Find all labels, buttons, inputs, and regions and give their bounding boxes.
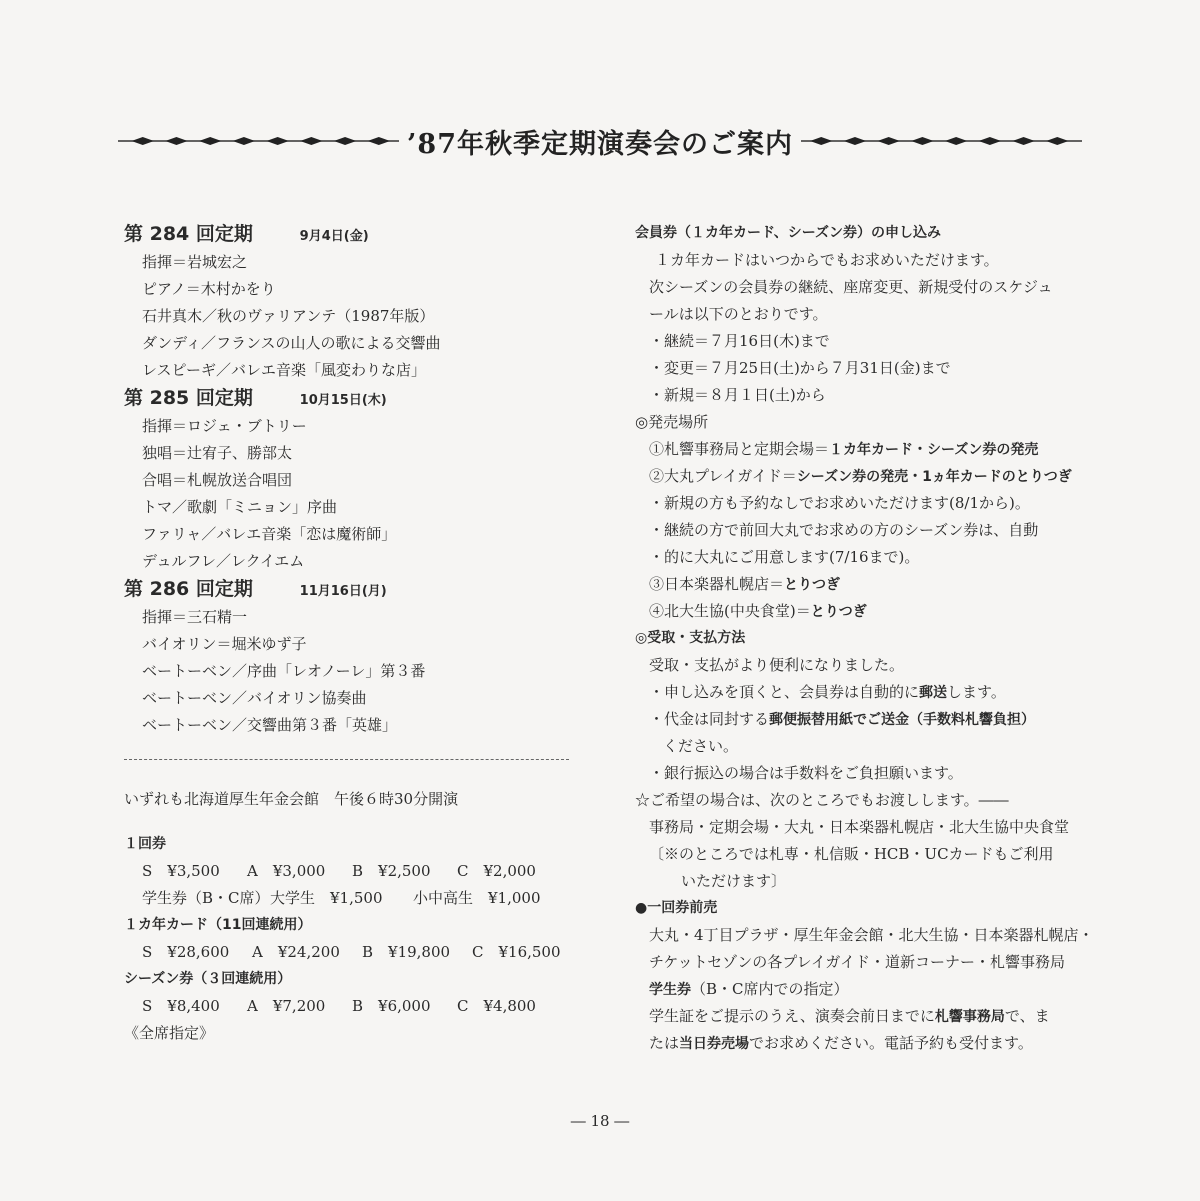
annual-card-block: [124, 912, 584, 966]
page-title: ’87年秋季定期演奏会のご案内: [407, 128, 793, 160]
price-b: B ¥2,500: [352, 862, 431, 880]
wish-places: 事務局・定期会場・大丸・日本楽器札幌店・北大生協中央食堂: [649, 818, 1070, 836]
single-sale-line: 大丸・4丁目プラザ・厚生年金会館・北大生協・日本楽器札幌店・: [649, 926, 1094, 944]
membership-heading: 会員券（１カ年カード、シーズン券）の申し込み: [635, 225, 942, 241]
ornament-left-icon: [118, 134, 399, 148]
right-column: [635, 220, 1094, 1057]
concert-line: デュルフレ／レクイエム: [142, 552, 305, 570]
price-s: S ¥3,500: [142, 862, 220, 880]
all-reserved-note: 《全席指定》: [124, 1024, 215, 1042]
concert-line: 指揮＝ロジェ・ブトリー: [142, 417, 307, 435]
concert-line: ベートーベン／バイオリン協奏曲: [142, 689, 367, 707]
concert-line: 合唱＝札幌放送合唱団: [142, 471, 293, 489]
sales-note: ・的に大丸にご用意します(7/16まで)。: [649, 548, 920, 566]
concert-284: [124, 220, 584, 384]
annual-card-prices: [124, 939, 584, 966]
student-line: 学生証をご提示のうえ、演奏会前日までに札響事務局で、ま: [649, 1007, 1050, 1025]
student-university: 大学生 ¥1,500: [270, 889, 383, 907]
concert-number: 第 285 回定期: [124, 387, 253, 409]
concert-line: ベートーベン／序曲「レオノーレ」第３番: [142, 662, 426, 680]
receipt-line: ・申し込みを頂くと、会員券は自動的に郵送します。: [649, 683, 1006, 701]
concert-line: ファリャ／バレエ音楽「恋は魔術師」: [142, 525, 397, 543]
concert-line: 指揮＝三石精一: [142, 608, 248, 626]
membership-line: 次シーズンの会員券の継続、座席変更、新規受付のスケジュ: [649, 278, 1053, 296]
receipt-line: ください。: [663, 737, 739, 755]
season-ticket-heading: シーズン券（３回連続用）: [124, 971, 292, 987]
single-ticket-heading: １回券: [124, 836, 166, 852]
price-s: S ¥28,600: [142, 943, 230, 961]
single-ticket-prices: [124, 858, 584, 885]
concert-line: レスピーギ／バレエ音楽「風変わりな店」: [142, 361, 426, 379]
wish-note: 〔※のところでは札専・札信販・HCB・UCカードもご利用: [649, 845, 1054, 863]
receipt-intro: 受取・支払がより便利になりました。: [649, 656, 905, 674]
schedule-item: ・継続＝７月16日(木)まで: [649, 332, 830, 350]
sales-item: ②大丸プレイガイド＝シーズン券の発売・1ヵ年カードのとりつぎ: [649, 467, 1072, 485]
concert-line: 石井真木／秋のヴァリアンテ（1987年版）: [142, 307, 435, 325]
price-c: C ¥16,500: [472, 943, 561, 961]
price-b: B ¥19,800: [362, 943, 451, 961]
concert-line: 指揮＝岩城宏之: [142, 253, 248, 271]
price-c: C ¥2,000: [457, 862, 536, 880]
membership-line: １カ年カードはいつからでもお求めいただけます。: [655, 251, 999, 269]
concert-285: [124, 384, 584, 575]
student-line: たは当日券売場でお求めください。電話予約も受付ます。: [649, 1034, 1033, 1052]
venue-text: いずれも北海道厚生年金会館 午後６時30分開演: [124, 790, 459, 808]
single-sale-line: チケットセゾンの各プレイガイド・道新コーナー・札響事務局: [649, 953, 1065, 971]
concert-date: 9月4日(金): [299, 229, 369, 244]
sales-note: ・継続の方で前回大丸でお求めの方のシーズン券は、自動: [649, 521, 1039, 539]
page-number: ― 18 ―: [570, 1112, 630, 1130]
receipt-line: ・代金は同封する郵便振替用紙でご送金（手数料札響負担）: [649, 710, 1036, 728]
receipt-heading: ◎受取・支払方法: [635, 630, 746, 646]
wish-note: いただけます〕: [681, 872, 787, 890]
concert-286: [124, 575, 584, 739]
annual-card-heading: １カ年カード（11回連続用）: [124, 917, 312, 933]
price-c: C ¥4,800: [457, 997, 536, 1015]
student-label: 学生券（B・C席）: [142, 889, 270, 907]
sales-note: ・新規の方も予約なしでお求めいただけます(8/1から)。: [649, 494, 1030, 512]
student-heading-line: 学生券（B・C席内での指定）: [649, 980, 849, 998]
single-ticket-block: [124, 831, 584, 912]
sales-item: ③日本楽器札幌店＝とりつぎ: [649, 575, 841, 593]
schedule-item: ・変更＝７月25日(土)から７月31日(金)まで: [649, 359, 951, 377]
wish-line: ☆ご希望の場合は、次のところでもお渡しします。――: [635, 791, 1009, 809]
single-sale-heading: ●一回券前売: [635, 900, 718, 916]
ornament-right-icon: [801, 134, 1082, 148]
season-ticket-block: [124, 966, 584, 1020]
price-a: A ¥24,200: [252, 943, 340, 961]
schedule-item: ・新規＝８月１日(土)から: [649, 386, 826, 404]
student-school: 小中高生 ¥1,000: [413, 889, 541, 907]
concert-date: 10月15日(木): [299, 393, 387, 408]
price-b: B ¥6,000: [352, 997, 431, 1015]
price-s: S ¥8,400: [142, 997, 220, 1015]
season-ticket-prices: [124, 993, 584, 1020]
sales-heading: ◎発売場所: [635, 413, 709, 431]
student-heading: 学生券: [649, 982, 691, 998]
price-a: A ¥3,000: [247, 862, 326, 880]
concert-date: 11月16日(月): [299, 584, 387, 599]
sales-item: ①札響事務局と定期会場＝１カ年カード・シーズン券の発売: [649, 440, 1039, 458]
title-banner: [118, 118, 1082, 164]
left-column: [124, 220, 584, 1047]
membership-line: ールは以下のとおりです。: [649, 305, 828, 323]
sales-item: ④北大生協(中央食堂)＝とりつぎ: [649, 602, 867, 620]
concert-line: ピアノ＝木村かをり: [142, 280, 276, 298]
concert-line: ベートーベン／交響曲第３番「英雄」: [142, 716, 398, 734]
concert-line: ダンディ／フランスの山人の歌による交響曲: [142, 334, 441, 352]
concert-line: トマ／歌劇「ミニョン」序曲: [142, 498, 338, 516]
receipt-line: ・銀行振込の場合は手数料をご負担願います。: [649, 764, 963, 782]
student-ticket-prices: [124, 885, 584, 912]
price-a: A ¥7,200: [247, 997, 326, 1015]
concert-number: 第 284 回定期: [124, 223, 253, 245]
concert-line: バイオリン＝堀米ゆず子: [142, 635, 307, 653]
dotted-divider: [124, 759, 569, 760]
concert-number: 第 286 回定期: [124, 578, 253, 600]
concert-line: 独唱＝辻宥子、勝部太: [142, 444, 293, 462]
